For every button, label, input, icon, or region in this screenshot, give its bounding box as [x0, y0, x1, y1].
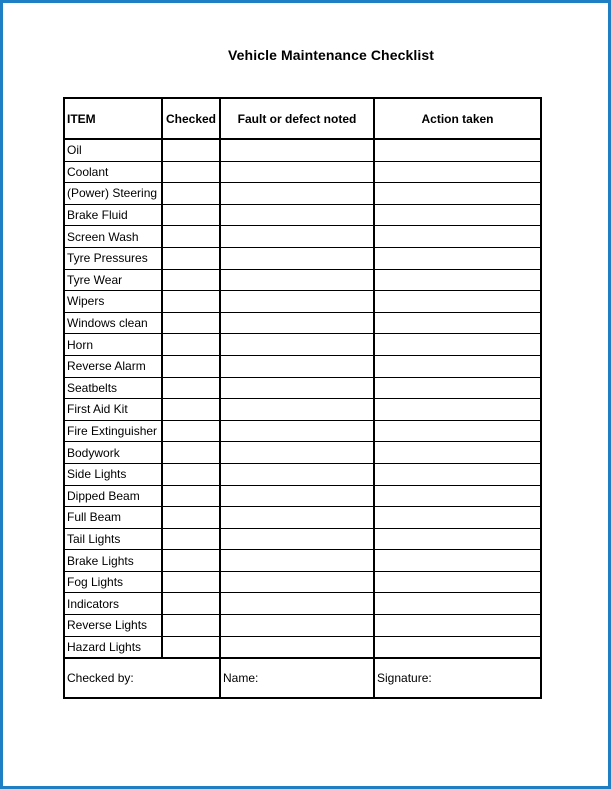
item-label: Tyre Wear	[64, 269, 162, 291]
table-row	[64, 161, 541, 183]
checked-cell[interactable]	[162, 291, 220, 313]
table-row	[64, 377, 541, 399]
checked-cell[interactable]	[162, 161, 220, 183]
checked-cell[interactable]	[162, 355, 220, 377]
item-label: Side Lights	[64, 463, 162, 485]
checked-cell[interactable]	[162, 226, 220, 248]
header-checked: Checked	[162, 98, 220, 139]
action-cell[interactable]	[374, 615, 541, 637]
table-row	[64, 420, 541, 442]
footer-row	[64, 658, 541, 698]
item-label: Dipped Beam	[64, 485, 162, 507]
item-label: Brake Lights	[64, 550, 162, 572]
header-row	[64, 98, 541, 139]
item-label: Full Beam	[64, 507, 162, 529]
checked-cell[interactable]	[162, 571, 220, 593]
fault-cell[interactable]	[220, 528, 374, 550]
checked-cell[interactable]	[162, 463, 220, 485]
item-label: Reverse Lights	[64, 615, 162, 637]
item-label: Indicators	[64, 593, 162, 615]
table-row	[64, 442, 541, 464]
item-label: Brake Fluid	[64, 204, 162, 226]
table-row	[64, 269, 541, 291]
fault-cell[interactable]	[220, 247, 374, 269]
item-label: Tyre Pressures	[64, 247, 162, 269]
fault-cell[interactable]	[220, 334, 374, 356]
action-cell[interactable]	[374, 139, 541, 161]
fault-cell[interactable]	[220, 593, 374, 615]
action-cell[interactable]	[374, 269, 541, 291]
fault-cell[interactable]	[220, 485, 374, 507]
fault-cell[interactable]	[220, 139, 374, 161]
checked-cell[interactable]	[162, 528, 220, 550]
action-cell[interactable]	[374, 204, 541, 226]
table-row	[64, 204, 541, 226]
item-label: (Power) Steering	[64, 183, 162, 205]
table-row	[64, 485, 541, 507]
action-cell[interactable]	[374, 291, 541, 313]
action-cell[interactable]	[374, 355, 541, 377]
table-row	[64, 550, 541, 572]
table-row	[64, 247, 541, 269]
table-row	[64, 399, 541, 421]
checked-cell[interactable]	[162, 269, 220, 291]
table-row	[64, 312, 541, 334]
fault-cell[interactable]	[220, 420, 374, 442]
table-row	[64, 528, 541, 550]
fault-cell[interactable]	[220, 269, 374, 291]
table-row	[64, 615, 541, 637]
item-label: Bodywork	[64, 442, 162, 464]
checklist-table	[63, 97, 542, 699]
fault-cell[interactable]	[220, 615, 374, 637]
checked-cell[interactable]	[162, 485, 220, 507]
action-cell[interactable]	[374, 399, 541, 421]
checked-cell[interactable]	[162, 442, 220, 464]
table-row	[64, 183, 541, 205]
item-label: Coolant	[64, 161, 162, 183]
item-label: Windows clean	[64, 312, 162, 334]
action-cell[interactable]	[374, 247, 541, 269]
table-row	[64, 507, 541, 529]
item-label: First Aid Kit	[64, 399, 162, 421]
table-row	[64, 636, 541, 658]
checked-cell[interactable]	[162, 507, 220, 529]
table-row	[64, 334, 541, 356]
action-cell[interactable]	[374, 550, 541, 572]
header-fault: Fault or defect noted	[220, 98, 374, 139]
action-cell[interactable]	[374, 463, 541, 485]
action-cell[interactable]	[374, 571, 541, 593]
table-row	[64, 593, 541, 615]
table-row	[64, 291, 541, 313]
action-cell[interactable]	[374, 226, 541, 248]
fault-cell[interactable]	[220, 399, 374, 421]
table-row	[64, 226, 541, 248]
table-row	[64, 355, 541, 377]
action-cell[interactable]	[374, 485, 541, 507]
action-cell[interactable]	[374, 312, 541, 334]
fault-cell[interactable]	[220, 550, 374, 572]
item-label: Hazard Lights	[64, 636, 162, 658]
fault-cell[interactable]	[220, 377, 374, 399]
signature-field[interactable]: Signature:	[374, 658, 541, 698]
item-label: Reverse Alarm	[64, 355, 162, 377]
fault-cell[interactable]	[220, 161, 374, 183]
item-label: Horn	[64, 334, 162, 356]
checked-cell[interactable]	[162, 550, 220, 572]
item-label: Wipers	[64, 291, 162, 313]
checked-cell[interactable]	[162, 183, 220, 205]
checked-cell[interactable]	[162, 615, 220, 637]
checked-cell[interactable]	[162, 139, 220, 161]
fault-cell[interactable]	[220, 507, 374, 529]
checked-cell[interactable]	[162, 312, 220, 334]
checked-cell[interactable]	[162, 334, 220, 356]
table-row	[64, 463, 541, 485]
item-label: Fire Extinguisher	[64, 420, 162, 442]
checked-cell[interactable]	[162, 377, 220, 399]
checked-cell[interactable]	[162, 204, 220, 226]
action-cell[interactable]	[374, 507, 541, 529]
table-row	[64, 139, 541, 161]
action-cell[interactable]	[374, 636, 541, 658]
item-label: Screen Wash	[64, 226, 162, 248]
item-label: Seatbelts	[64, 377, 162, 399]
checked-cell[interactable]	[162, 247, 220, 269]
fault-cell[interactable]	[220, 442, 374, 464]
action-cell[interactable]	[374, 334, 541, 356]
header-action: Action taken	[374, 98, 541, 139]
fault-cell[interactable]	[220, 636, 374, 658]
item-label: Fog Lights	[64, 571, 162, 593]
item-label: Oil	[64, 139, 162, 161]
fault-cell[interactable]	[220, 183, 374, 205]
checked-cell[interactable]	[162, 593, 220, 615]
checked-by-field[interactable]: Checked by:	[64, 658, 220, 698]
item-label: Tail Lights	[64, 528, 162, 550]
fault-cell[interactable]	[220, 463, 374, 485]
checked-cell[interactable]	[162, 399, 220, 421]
action-cell[interactable]	[374, 528, 541, 550]
action-cell[interactable]	[374, 442, 541, 464]
fault-cell[interactable]	[220, 312, 374, 334]
action-cell[interactable]	[374, 183, 541, 205]
action-cell[interactable]	[374, 593, 541, 615]
fault-cell[interactable]	[220, 291, 374, 313]
page-title: Vehicle Maintenance Checklist	[228, 47, 434, 63]
checked-cell[interactable]	[162, 420, 220, 442]
table-row	[64, 571, 541, 593]
action-cell[interactable]	[374, 420, 541, 442]
action-cell[interactable]	[374, 377, 541, 399]
header-item: ITEM	[64, 98, 162, 139]
checked-cell[interactable]	[162, 636, 220, 658]
fault-cell[interactable]	[220, 204, 374, 226]
name-field[interactable]: Name:	[220, 658, 374, 698]
fault-cell[interactable]	[220, 571, 374, 593]
fault-cell[interactable]	[220, 226, 374, 248]
action-cell[interactable]	[374, 161, 541, 183]
fault-cell[interactable]	[220, 355, 374, 377]
